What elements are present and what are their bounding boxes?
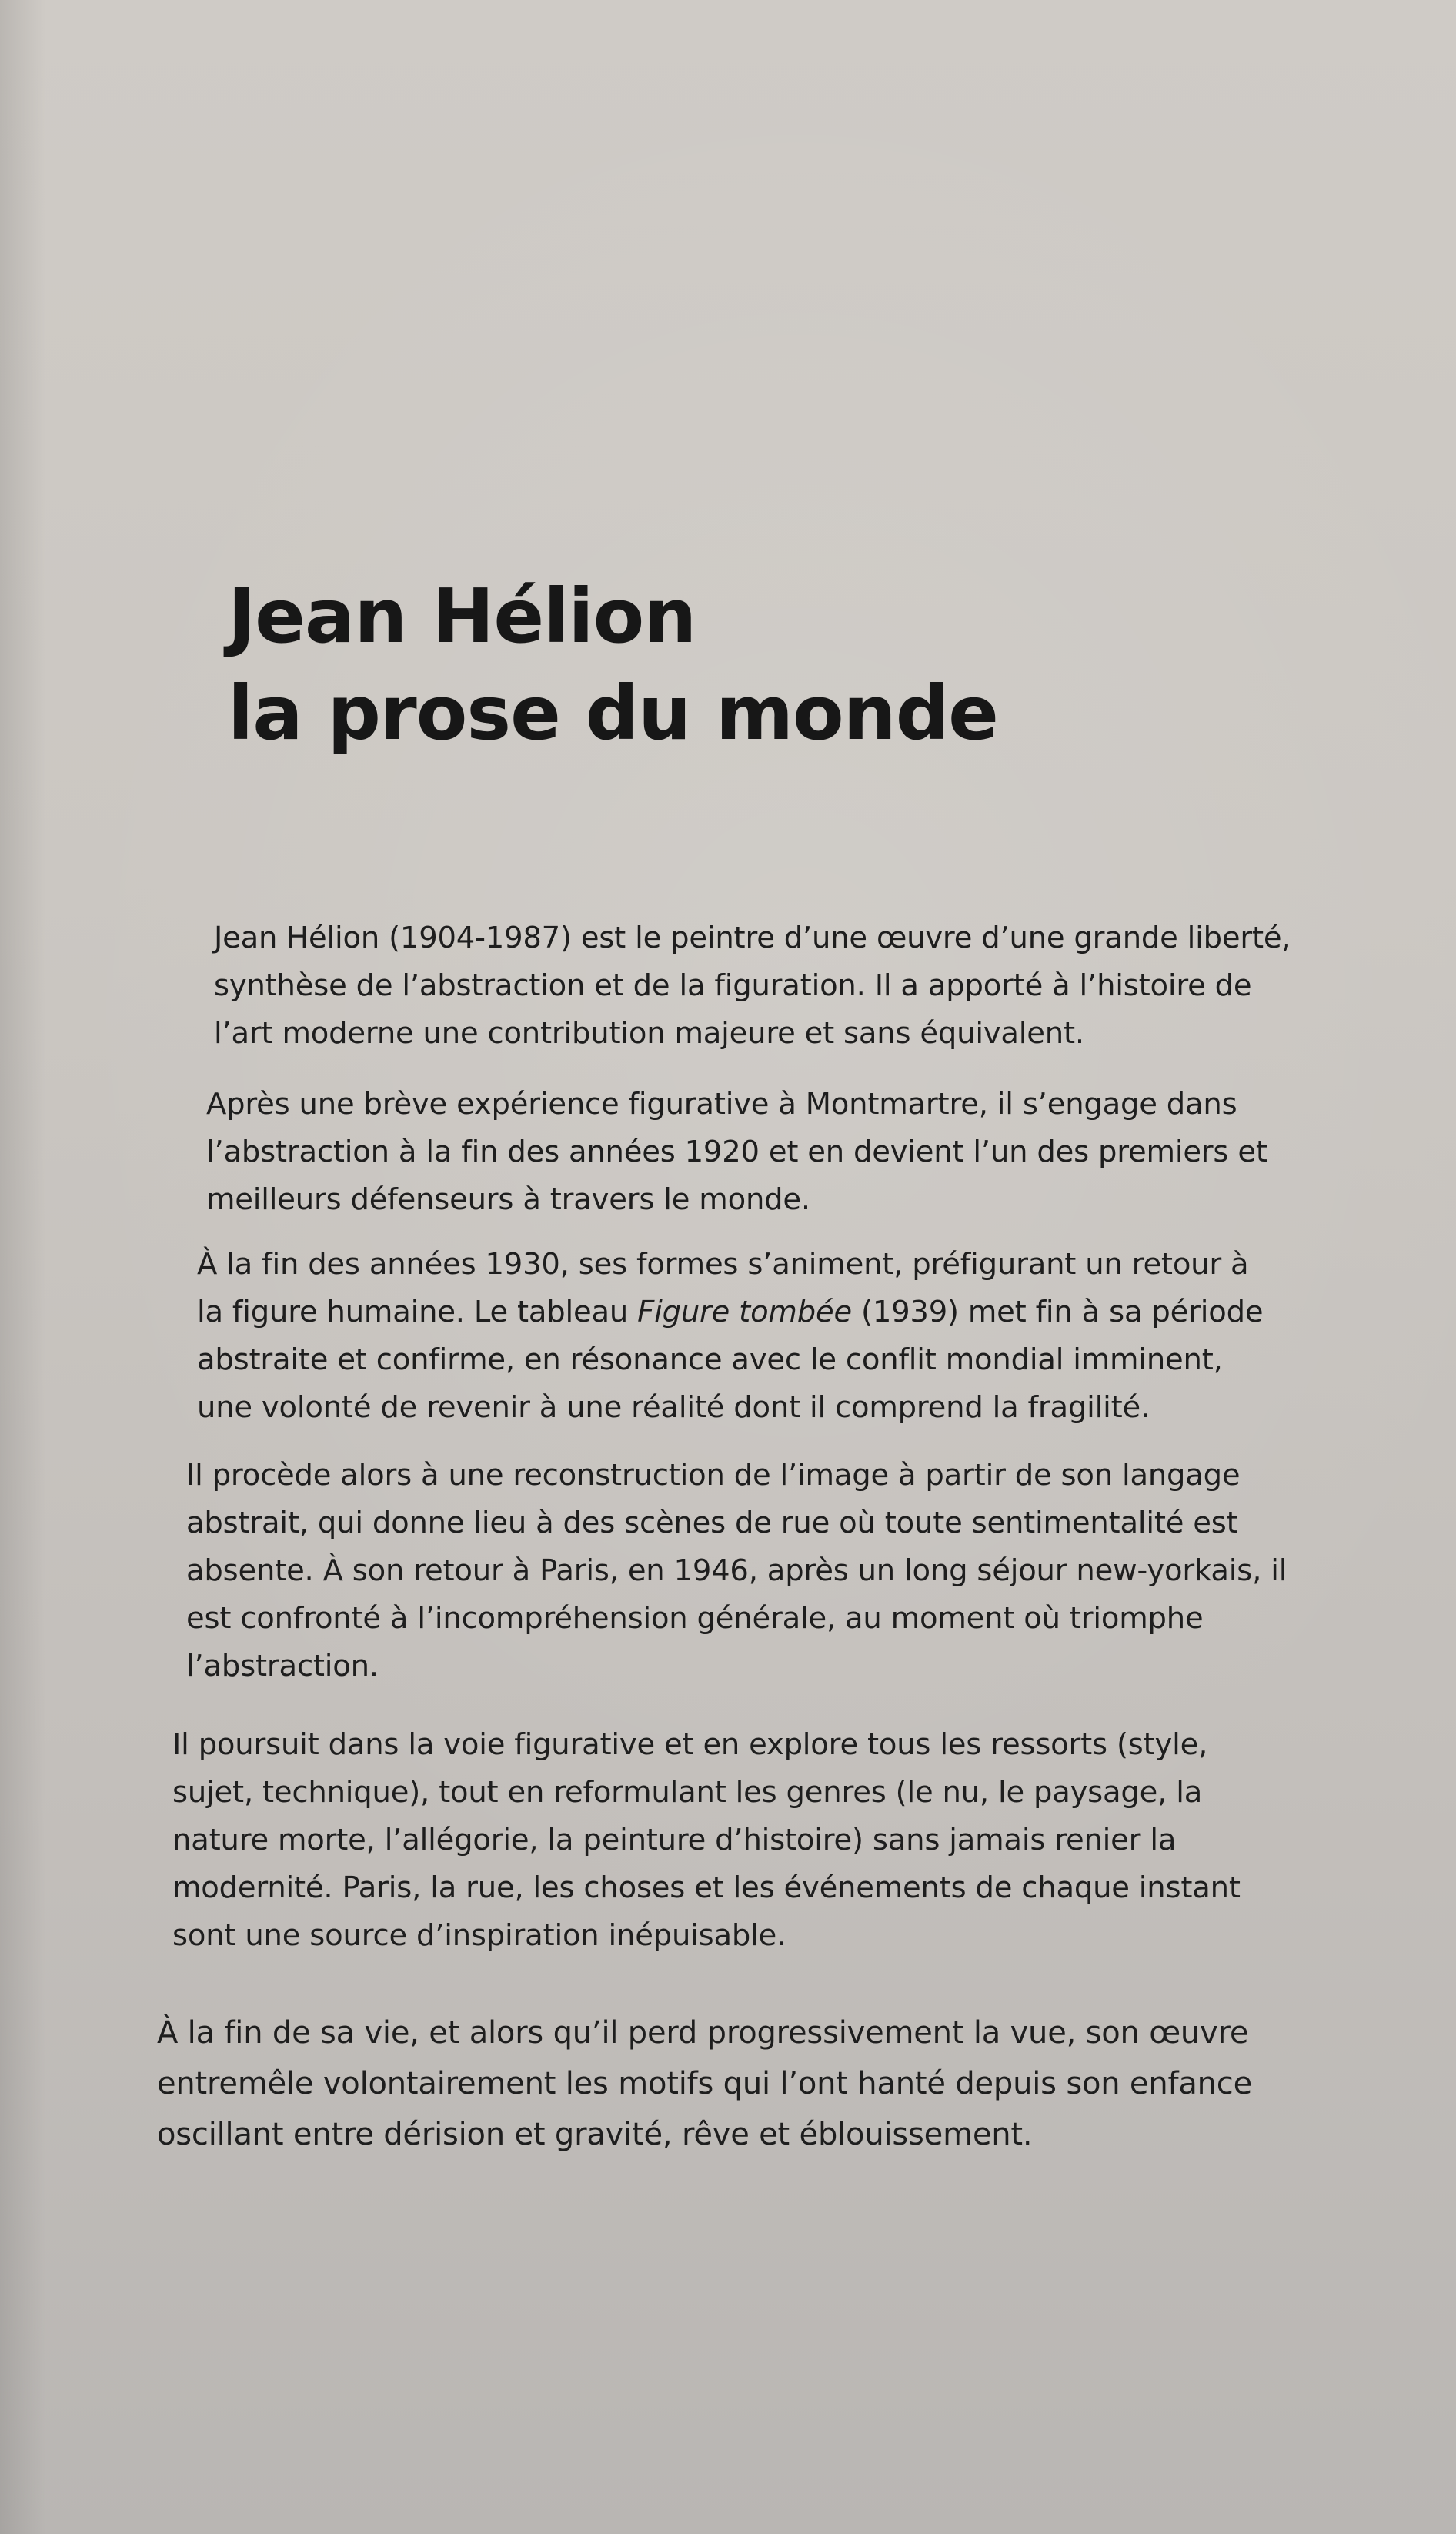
paragraph-late-life xyxy=(157,2007,1252,2160)
text-line-with-artwork-title xyxy=(197,1289,1263,1336)
text-line: entremêle volontairement les motifs qui l’ont hanté depuis son enfance xyxy=(157,2066,1253,2101)
text-fragment: (1939) met fin à sa période xyxy=(861,1295,1264,1329)
paragraph-figurative-path xyxy=(172,1721,1241,1960)
text-line: sujet, technique), tout en reformulant les genres (le nu, le paysage, la xyxy=(172,1775,1203,1810)
title-line: la prose du monde xyxy=(228,670,998,757)
text-line: abstrait, qui donne lieu à des scènes de rue où toute sentimentalité est xyxy=(186,1506,1238,1540)
artwork-title: Figure tombée xyxy=(637,1295,852,1329)
text-line: synthèse de l’abstraction et de la figuration. Il a apporté à l’histoire de xyxy=(214,968,1252,1003)
title-line: Jean Hélion xyxy=(228,573,696,660)
panel-title xyxy=(228,568,998,762)
text-line: abstraite et confirme, en résonance avec le conflit mondial imminent, xyxy=(197,1342,1223,1377)
text-line: À la fin des années 1930, ses formes s’animent, préfigurant un retour à xyxy=(197,1247,1249,1282)
text-line: Jean Hélion (1904-1987) est le peintre d’une œuvre d’une grande liberté, xyxy=(214,921,1291,955)
paragraph-return-to-figure xyxy=(197,1241,1263,1432)
text-line: Il poursuit dans la voie figurative et en explore tous les ressorts (style, xyxy=(172,1727,1208,1762)
text-line: sont une source d’inspiration inépuisable. xyxy=(172,1918,786,1953)
paragraph-intro xyxy=(214,914,1291,1058)
text-line: absente. À son retour à Paris, en 1946, après un long séjour new-yorkais, il xyxy=(186,1553,1287,1588)
text-line: nature morte, l’allégorie, la peinture d’histoire) sans jamais renier la xyxy=(172,1823,1177,1857)
text-line: À la fin de sa vie, et alors qu’il perd progressivement la vue, son œuvre xyxy=(157,2015,1249,2051)
text-line: est confronté à l’incompréhension générale, au moment où triomphe xyxy=(186,1601,1204,1636)
text-line: l’abstraction à la fin des années 1920 et en devient l’un des premiers et xyxy=(206,1135,1267,1169)
text-fragment: la figure humaine. Le tableau xyxy=(197,1295,629,1329)
paragraph-abstraction xyxy=(206,1081,1267,1224)
text-line: modernité. Paris, la rue, les choses et les événements de chaque instant xyxy=(172,1870,1241,1905)
text-line: une volonté de revenir à une réalité dont il comprend la fragilité. xyxy=(197,1390,1150,1425)
text-line: l’abstraction. xyxy=(186,1649,379,1683)
text-line: meilleurs défenseurs à travers le monde. xyxy=(206,1182,810,1217)
paragraph-reconstruction xyxy=(186,1452,1287,1690)
text-line: l’art moderne une contribution majeure et sans équivalent. xyxy=(214,1016,1084,1051)
text-line: Après une brève expérience figurative à Montmartre, il s’engage dans xyxy=(206,1087,1237,1122)
text-line: oscillant entre dérision et gravité, rêve et éblouissement. xyxy=(157,2117,1033,2152)
text-line: Il procède alors à une reconstruction de l’image à partir de son langage xyxy=(186,1458,1241,1493)
